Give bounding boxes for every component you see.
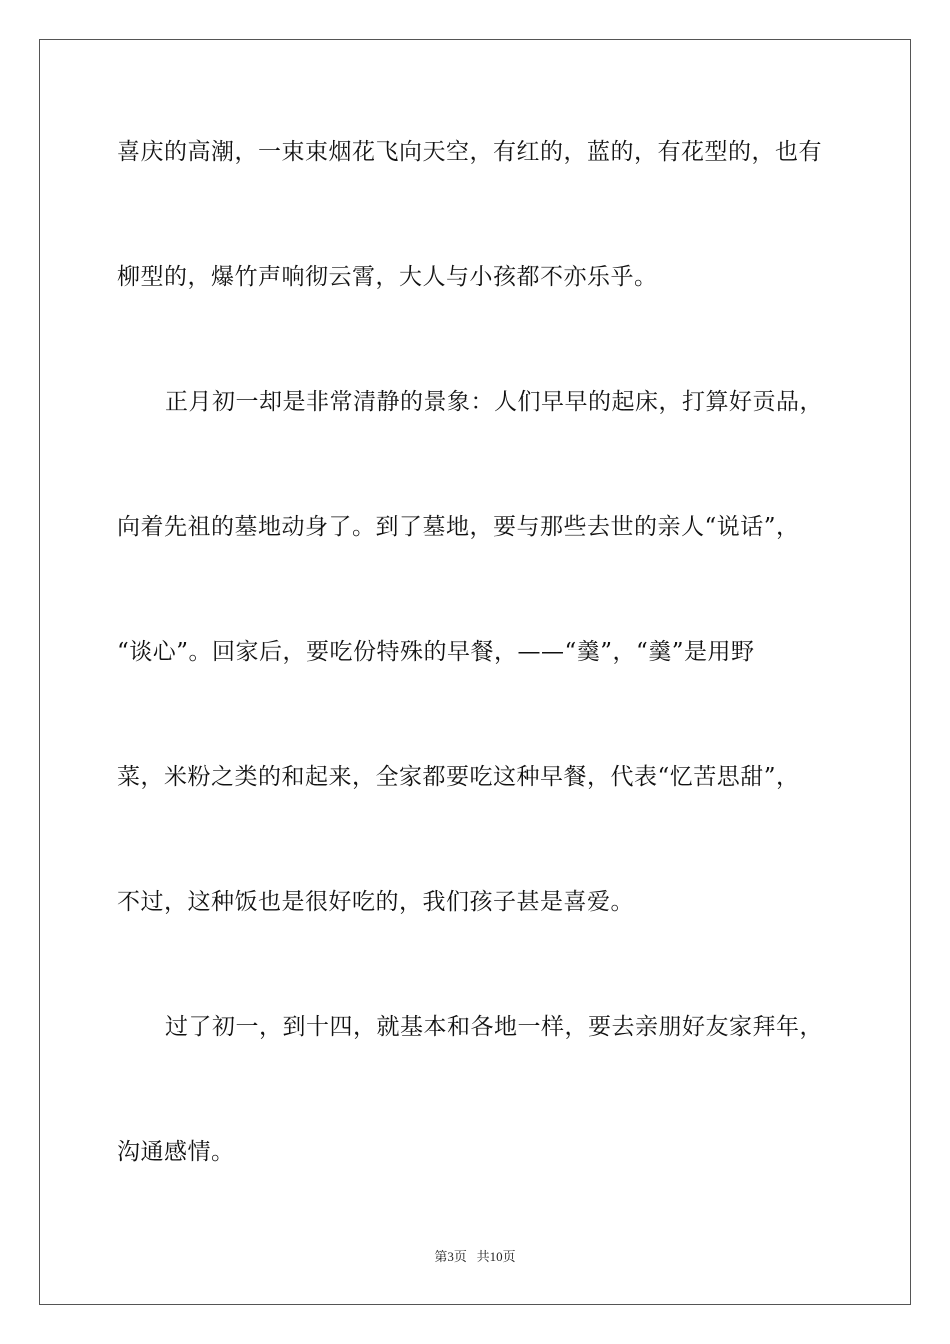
- page-frame: [39, 39, 911, 1305]
- text-line: 喜庆的高潮，一束束烟花飞向天空，有红的，蓝的，有花型的，也有: [117, 139, 822, 165]
- text-line: 过了初一，到十四，就基本和各地一样，要去亲朋好友家拜年，: [165, 1014, 823, 1040]
- text-line: 正月初一却是非常清静的景象：人们早早的起床，打算好贡品，: [165, 389, 823, 415]
- page-total: 共10页: [476, 1249, 516, 1264]
- page-number: 第3页: [434, 1249, 467, 1264]
- text-line: 柳型的，爆竹声响彻云霄，大人与小孩都不亦乐乎。: [117, 264, 658, 290]
- page-footer: [0, 1246, 950, 1265]
- text-line: 沟通感情。: [117, 1139, 235, 1165]
- text-line: “谈心”。回家后，要吃份特殊的早餐，——“羹”，“羹”是用野: [117, 639, 755, 665]
- text-line: 不过，这种饭也是很好吃的，我们孩子甚是喜爱。: [117, 889, 634, 915]
- text-line: 向着先祖的墓地动身了。到了墓地，要与那些去世的亲人“说话”，: [117, 514, 800, 540]
- text-line: 菜，米粉之类的和起来，全家都要吃这种早餐，代表“忆苦思甜”，: [117, 764, 800, 790]
